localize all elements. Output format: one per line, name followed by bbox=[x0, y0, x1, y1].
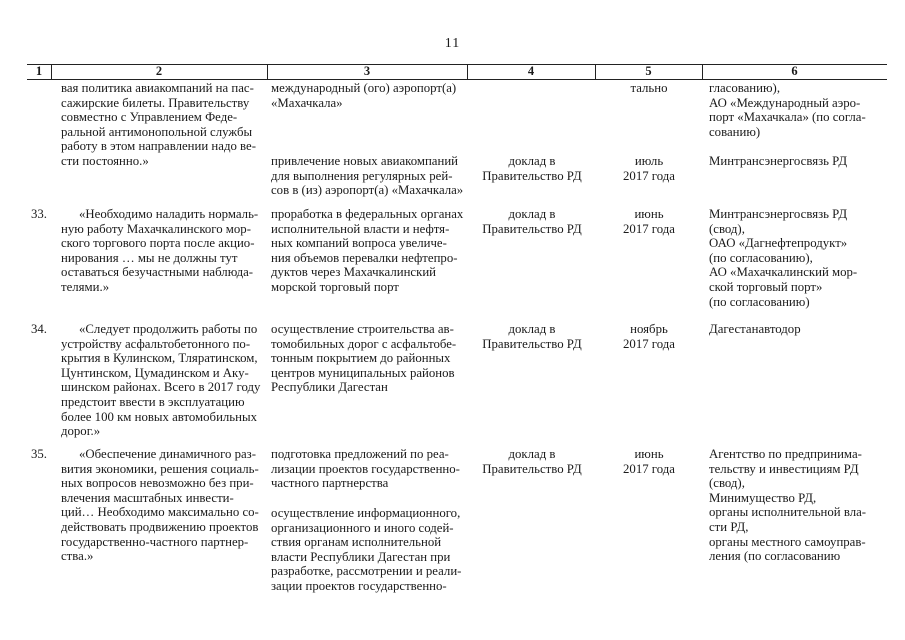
row-35-responsible: Агентство по предпринима- тельству и инвестициям РД (свод), Минимущество РД, органы исполнительной вла- сти РД, органы местного самоуправ- ления (по согласованию bbox=[709, 447, 867, 564]
header-divider bbox=[51, 65, 52, 80]
row-number: 34. bbox=[31, 322, 47, 336]
header-col-2: 2 bbox=[155, 64, 163, 78]
row-35-measure: подготовка предложений по реа- лизации проектов государственно- частного партнерства bbox=[271, 447, 460, 491]
table-header bbox=[27, 64, 887, 80]
row-34-measure: осуществление строительства ав- томобильных дорог с асфальтобе- тонным покрытием до районных центров муниципальных районов Республики Дагестан bbox=[271, 322, 457, 395]
continuation-col2: вая политика авиакомпаний на пас- сажирские билеты. Правительству совместно с Управлением Феде- ральной антимонопольной службы работу в этом направлении надо ве- сти постоянно.» bbox=[61, 81, 256, 168]
continuation-col3b: привлечение новых авиакомпаний для выполнения регулярных рей- сов в (из) аэропорт(а) «Махачкала» bbox=[271, 154, 464, 198]
row-33-measure: проработка в федеральных органах исполнительной власти и нефтя- ных компаний вопроса увеличе- ния объемов перевалки нефтепро- дуктов через Махачкалинский морской торговый порт bbox=[271, 207, 464, 294]
header-col-5: 5 bbox=[645, 64, 652, 78]
header-divider bbox=[595, 65, 596, 80]
row-33-report: доклад в Правительство РД bbox=[482, 207, 582, 236]
page-number: 11 bbox=[444, 36, 461, 51]
row-number: 33. bbox=[31, 207, 47, 221]
continuation-col3a: международный (ого) аэропорт(а) «Махачкала» bbox=[271, 81, 457, 110]
header-col-4: 4 bbox=[527, 64, 535, 78]
row-34-task: «Следует продолжить работы по устройству асфальтобетонного по- крытия в Кулинском, Тляратинском, Цунтинском, Цумадинском и Аку- шинском районах. Всего в 2017 году предстоит ввести в эксплуатацию более 100 км новых автомобильных дорог.» bbox=[61, 322, 261, 439]
continuation-col6a: гласованию), АО «Международный аэро- порт «Махачкала» (по согла- сованию) bbox=[709, 81, 866, 139]
row-34-deadline: ноябрь 2017 года bbox=[623, 322, 675, 351]
header-col-3: 3 bbox=[363, 64, 371, 78]
row-35-task: «Обеспечение динамичного раз- вития экономики, решения социаль- ных вопросов невозможно без при- влечения масштабных инвести- ций… Необходимо максимально со- действовать продвижению проектов государственно-частного партнер- ства.» bbox=[61, 447, 259, 564]
header-col-1: 1 bbox=[35, 64, 43, 78]
header-divider bbox=[467, 65, 468, 80]
header-col-6: 6 bbox=[791, 64, 798, 78]
continuation-col5b: июль 2017 года bbox=[623, 154, 675, 183]
row-34-report: доклад в Правительство РД bbox=[482, 322, 582, 351]
row-33-deadline: июнь 2017 года bbox=[623, 207, 675, 236]
continuation-col4b: доклад в Правительство РД bbox=[482, 154, 582, 183]
header-divider bbox=[702, 65, 703, 80]
row-35-measure-2: осуществление информационного, организационного и иного содей- ствия органам исполнительной власти Республики Дагестан при разработке, рассмотрении и реали- зации проектов государственно- bbox=[271, 506, 462, 593]
row-35-deadline: июнь 2017 года bbox=[623, 447, 675, 476]
row-number: 35. bbox=[31, 447, 47, 461]
row-33-responsible: Минтрансэнергосвязь РД (свод), ОАО «Дагнефтепродукт» (по согласованию), АО «Махачкалинский мор- ской торговый порт» (по согласованию) bbox=[709, 207, 858, 309]
continuation-col5a: тально bbox=[630, 81, 668, 95]
row-34-responsible: Дагестанавтодор bbox=[709, 322, 801, 336]
row-33-task: «Необходимо наладить нормаль- ную работу Махачкалинского мор- ского торгового порта после акцио- нирования … мы не должны тут оставаться безучастными наблюда- телями.» bbox=[61, 207, 259, 294]
row-35-report: доклад в Правительство РД bbox=[482, 447, 582, 476]
header-divider bbox=[267, 65, 268, 80]
continuation-col6b: Минтрансэнергосвязь РД bbox=[709, 154, 848, 168]
